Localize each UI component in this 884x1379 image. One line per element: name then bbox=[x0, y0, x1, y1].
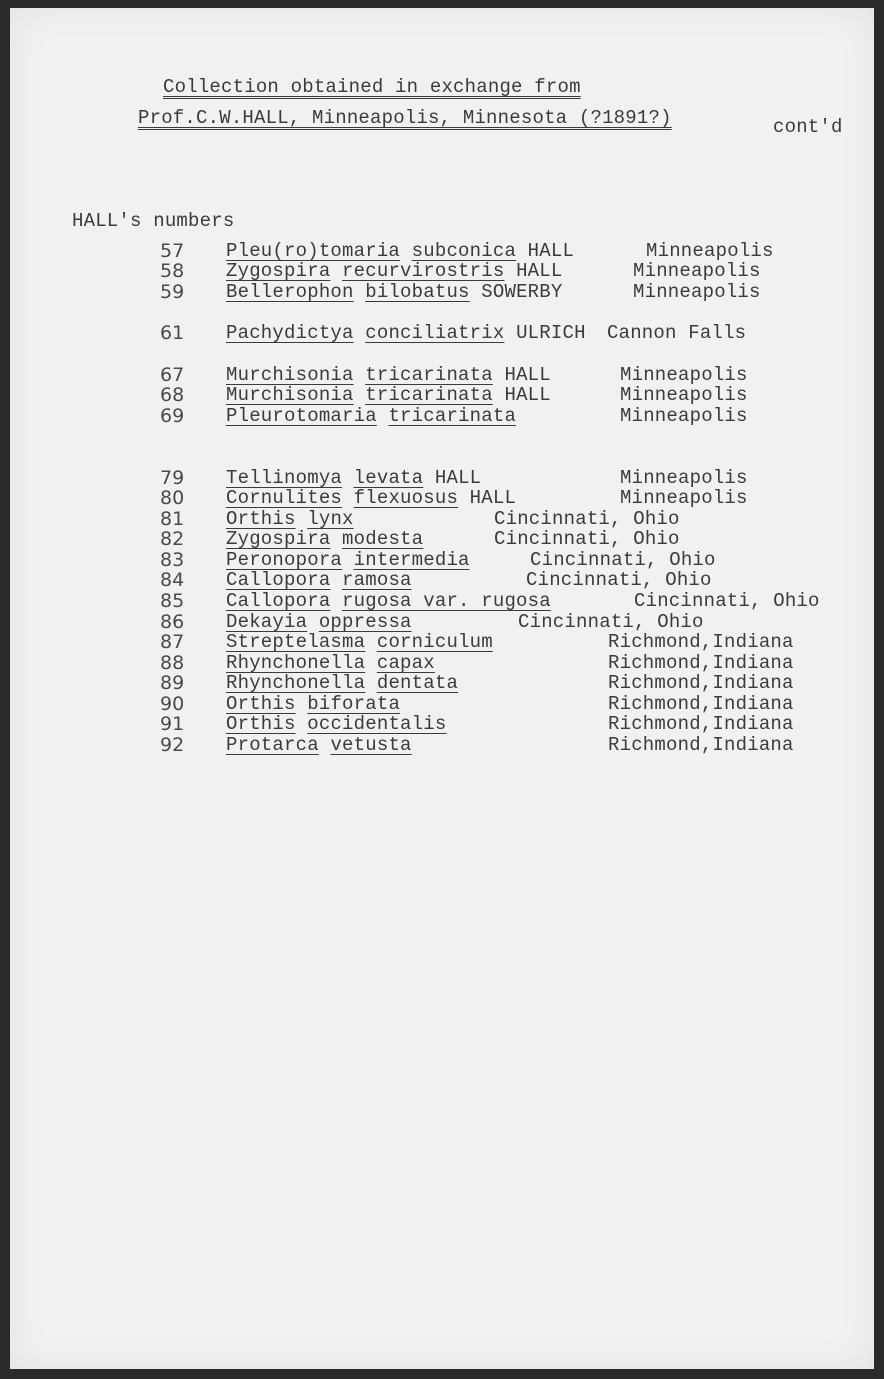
locality: Cincinnati, Ohio bbox=[634, 590, 820, 612]
genus-name: Protarca bbox=[226, 734, 319, 756]
catalog-number: 58 bbox=[160, 260, 185, 282]
genus-name: Pleurotomaria bbox=[226, 405, 377, 427]
genus-name: Pachydictya bbox=[226, 322, 354, 344]
locality: Minneapolis bbox=[633, 281, 761, 303]
catalog-number: 85 bbox=[160, 590, 185, 612]
species-name: conciliatrix bbox=[365, 322, 505, 344]
catalog-number: 57 bbox=[160, 240, 185, 262]
catalog-number: 87 bbox=[160, 631, 185, 653]
catalog-number: 89 bbox=[160, 672, 185, 694]
author-name: HALL bbox=[504, 364, 551, 386]
genus-name: Zygospira bbox=[226, 260, 331, 282]
catalog-number: 91 bbox=[160, 713, 185, 735]
locality: Cincinnati, Ohio bbox=[494, 508, 680, 530]
species-name: tricarinata bbox=[388, 405, 517, 427]
locality: Cannon Falls bbox=[607, 322, 747, 344]
catalog-number: 88 bbox=[160, 652, 185, 674]
locality: Richmond,Indiana bbox=[608, 713, 794, 735]
taxon-name bbox=[226, 736, 412, 755]
species-name: occidentalis bbox=[307, 713, 447, 735]
section-label: HALL's numbers bbox=[72, 210, 235, 232]
locality: Cincinnati, Ohio bbox=[530, 549, 716, 571]
taxon-name bbox=[226, 407, 516, 426]
header-line-2: Prof.C.W.HALL, Minneapolis, Minnesota (?1891?) bbox=[138, 107, 672, 129]
catalog-number: 79 bbox=[160, 467, 185, 489]
taxon-name bbox=[226, 695, 400, 714]
species-name: ramosa bbox=[342, 569, 412, 591]
genus-name: Rhynchonella bbox=[226, 652, 366, 674]
taxon-name bbox=[226, 386, 551, 405]
genus-name: Murchisonia bbox=[226, 384, 354, 406]
taxon-name bbox=[226, 551, 470, 570]
species-name: capax bbox=[376, 652, 435, 674]
genus-name: Callopora bbox=[226, 569, 331, 591]
author-name: SOWERBY bbox=[481, 281, 563, 303]
catalog-number: 84 bbox=[160, 569, 185, 591]
contd-label: cont'd bbox=[773, 116, 843, 138]
locality: Richmond,Indiana bbox=[608, 631, 794, 653]
genus-name: Dekayia bbox=[226, 611, 308, 633]
genus-name: Pleu(ro)tomaria bbox=[226, 240, 401, 262]
species-name: subconica bbox=[411, 240, 517, 262]
locality: Minneapolis bbox=[620, 487, 748, 509]
author-name: HALL bbox=[469, 487, 517, 509]
species-name: vetusta bbox=[330, 734, 412, 756]
genus-name: Peronopora bbox=[226, 549, 343, 571]
locality: Cincinnati, Ohio bbox=[518, 611, 704, 633]
species-name: recurvirostris bbox=[342, 260, 505, 282]
taxon-name bbox=[226, 283, 562, 302]
taxon-name bbox=[226, 592, 551, 611]
author-name: HALL bbox=[434, 467, 482, 489]
header-line-1: Collection obtained in exchange from bbox=[163, 76, 581, 98]
locality: Richmond,Indiana bbox=[608, 672, 794, 694]
locality: Cincinnati, Ohio bbox=[526, 569, 712, 591]
species-name: rugosa var. rugosa bbox=[342, 590, 551, 612]
catalog-number: 68 bbox=[160, 384, 185, 406]
catalog-number: 67 bbox=[160, 364, 185, 386]
taxon-name bbox=[226, 633, 493, 652]
locality: Minneapolis bbox=[633, 260, 761, 282]
species-name: dentata bbox=[376, 672, 459, 694]
genus-name: Orthis bbox=[226, 713, 296, 735]
locality: Richmond,Indiana bbox=[608, 734, 794, 756]
taxon-name bbox=[226, 489, 516, 508]
genus-name: Streptelasma bbox=[226, 631, 366, 653]
locality: Minneapolis bbox=[646, 240, 774, 262]
catalog-number: 92 bbox=[160, 734, 185, 756]
catalog-number: 61 bbox=[160, 322, 185, 344]
locality: Minneapolis bbox=[620, 364, 748, 386]
taxon-name bbox=[226, 715, 446, 734]
taxon-name bbox=[226, 530, 423, 549]
taxon-name bbox=[226, 613, 412, 632]
taxon-name bbox=[226, 469, 481, 488]
taxon-name bbox=[226, 654, 435, 673]
author-name: ULRICH bbox=[516, 322, 586, 344]
document-page bbox=[10, 8, 874, 1369]
species-name: corniculum bbox=[376, 631, 493, 653]
locality: Minneapolis bbox=[620, 405, 748, 427]
genus-name: Cornulites bbox=[226, 487, 343, 509]
catalog-number: 83 bbox=[160, 549, 185, 571]
species-name: lynx bbox=[307, 508, 354, 530]
locality: Minneapolis bbox=[620, 467, 748, 489]
genus-name: Rhynchonella bbox=[226, 672, 366, 694]
locality: Richmond,Indiana bbox=[608, 693, 794, 715]
genus-name: Murchisonia bbox=[226, 364, 354, 386]
taxon-name bbox=[226, 242, 574, 261]
author-name: HALL bbox=[516, 260, 563, 282]
species-name: levata bbox=[353, 467, 424, 489]
catalog-number: 90 bbox=[160, 693, 185, 715]
taxon-name bbox=[226, 324, 586, 343]
species-name: bilobatus bbox=[365, 281, 470, 303]
species-name: biforata bbox=[307, 693, 401, 715]
taxon-name bbox=[226, 366, 551, 385]
species-name: tricarinata bbox=[365, 364, 493, 386]
genus-name: Bellerophon bbox=[226, 281, 354, 303]
genus-name: Orthis bbox=[226, 508, 296, 530]
genus-name: Orthis bbox=[226, 693, 296, 715]
taxon-name bbox=[226, 674, 458, 693]
author-name: HALL bbox=[527, 240, 575, 262]
genus-name: Zygospira bbox=[226, 528, 331, 550]
catalog-number: 69 bbox=[160, 405, 185, 427]
species-name: modesta bbox=[342, 528, 424, 550]
species-name: flexuosus bbox=[353, 487, 459, 509]
species-name: tricarinata bbox=[365, 384, 493, 406]
author-name: HALL bbox=[504, 384, 551, 406]
taxon-name bbox=[226, 571, 412, 590]
catalog-number: 81 bbox=[160, 508, 185, 530]
catalog-number: 80 bbox=[160, 487, 185, 509]
locality: Richmond,Indiana bbox=[608, 652, 794, 674]
species-name: oppressa bbox=[318, 611, 412, 633]
catalog-number: 59 bbox=[160, 281, 185, 303]
catalog-number: 82 bbox=[160, 528, 185, 550]
species-name: intermedia bbox=[353, 549, 470, 571]
genus-name: Callopora bbox=[226, 590, 331, 612]
locality: Cincinnati, Ohio bbox=[494, 528, 680, 550]
locality: Minneapolis bbox=[620, 384, 748, 406]
genus-name: Tellinomya bbox=[226, 467, 343, 489]
catalog-number: 86 bbox=[160, 611, 185, 633]
taxon-name bbox=[226, 510, 354, 529]
taxon-name bbox=[226, 262, 563, 281]
